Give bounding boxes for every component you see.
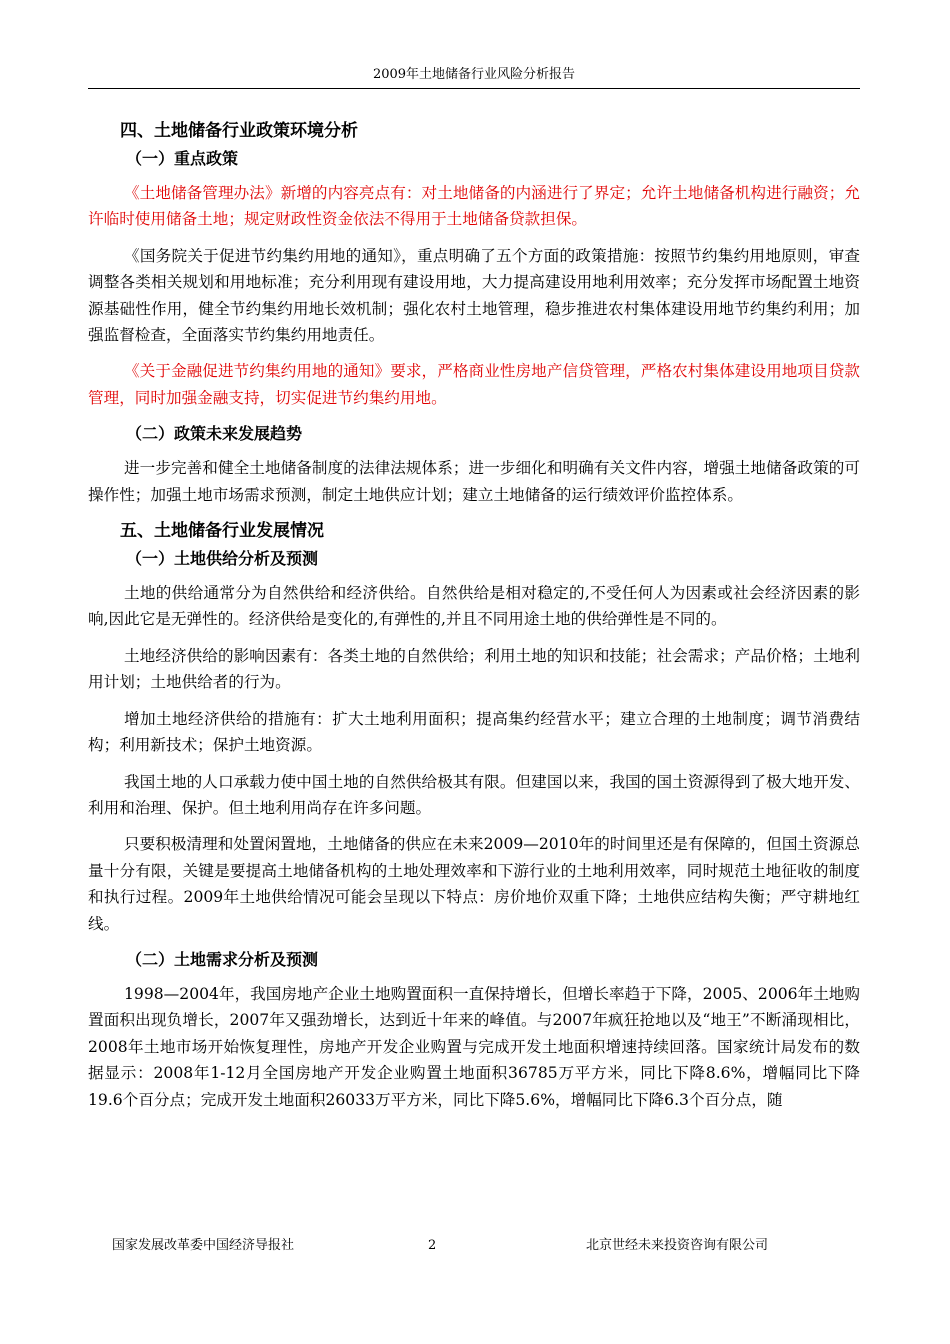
page-number: 2 — [428, 1238, 437, 1253]
footer-company: 北京世经未来投资咨询有限公司 — [585, 1238, 768, 1253]
running-header: 2009年土地储备行业风险分析报告 — [372, 67, 576, 82]
header-divider — [88, 88, 860, 89]
paragraph-supply-measures: 增加土地经济供给的措施有：扩大土地利用面积；提高集约经营水平；建立合理的土地制度；调节消费结构；利用新技术；保护土地资源。 — [88, 709, 860, 755]
page-footer — [88, 1236, 860, 1256]
paragraph-policy-trends: 进一步完善和健全土地储备制度的法律法规体系；进一步细化和明确有关文件内容，增强土地储备政策的可操作性；加强土地市场需求预测，制定土地供应计划；建立土地储备的运行绩效评价监控体系。 — [88, 459, 860, 504]
paragraph-state-council-notice: 《国务院关于促进节约集约用地的通知》，重点明确了五个方面的政策措施：按照节约集约用地原则，审查调整各类相关规划和用地标准；充分利用现有建设用地，大力提高建设用地利用效率；充分发挥市场配置土地资源基础性作用，健全节约集约用地长效机制；强化农村土地管理，稳步推进农村集体建设用地节约集约利用；加强监督检查，全面落实节约集约用地责任。 — [88, 246, 860, 345]
paragraph-land-reserve-regulation: 《土地储备管理办法》新增的内容亮点有：对土地储备的内涵进行了界定；允许土地储备机构进行融资；允许临时使用储备土地；规定财政性资金依法不得用于土地储备贷款担保。 — [88, 184, 860, 229]
paragraph-finance-notice: 《关于金融促进节约集约用地的通知》要求，严格商业性房地产信贷管理，严格农村集体建设用地项目贷款管理，同时加强金融支持，切实促进节约集约用地。 — [88, 362, 860, 407]
paragraph-demand-analysis: 1998—2004年，我国房地产企业土地购置面积一直保持增长，但增长率趋于下降，2005、2006年土地购置面积出现负增长，2007年又强劲增长，达到近十年来的峰值。与2007年疯狂抢地以及“地王”不断涌现相比，2008年土地市场开始恢复理性，房地产开发企业购置与完成开发土地面积增速持续回落。国家统计局发布的数据显示：2008年1-12月全国房地产开发企业购置土地面积36785万平方米，同比下降8.6%，增幅同比下降19.6个百分点；完成开发土地面积26033万平方米，同比下降5.6%，增幅同比下降6.3个百分点，随 — [88, 984, 860, 1109]
paragraph-supply-limits: 我国土地的人口承载力使中国土地的自然供给极其有限。但建国以来，我国的国土资源得到了极大地开发、利用和治理、保护。但土地利用尚存在许多问题。 — [88, 772, 860, 817]
page-body — [88, 118, 860, 1123]
paragraph-supply-factors: 土地经济供给的影响因素有：各类土地的自然供给；利用土地的知识和技能；社会需求；产品价格；土地利用计划；土地供给者的行为。 — [88, 646, 860, 692]
subsection-heading-policy-trends: （二）政策未来发展趋势 — [126, 424, 303, 444]
section-heading-4: 四、土地储备行业政策环境分析 — [120, 121, 358, 141]
paragraph-supply-outlook: 只要积极清理和处置闲置地，土地储备的供应在未来2009—2010年的时间里还是有保障的，但国土资源总量十分有限，关键是要提高土地储备机构的土地处理效率和下游行业的土地利用效率，同时规范土地征收的制度和执行过程。2009年土地供给情况可能会呈现以下特点：房价地价双重下降；土地供应结构失衡；严守耕地红线。 — [88, 835, 860, 933]
section-heading-5: 五、土地储备行业发展情况 — [120, 521, 324, 542]
subsection-heading-key-policies: （一）重点政策 — [126, 149, 239, 168]
footer-publisher: 国家发展改革委中国经济导报社 — [112, 1238, 295, 1253]
paragraph-supply-types: 土地的供给通常分为自然供给和经济供给。自然供给是相对稳定的,不受任何人为因素或社会经济因素的影响,因此它是无弹性的。经济供给是变化的,有弹性的,并且不同用途土地的供给弹性是不同的。 — [88, 584, 860, 629]
subsection-heading-land-supply: （一）土地供给分析及预测 — [126, 549, 319, 569]
subsection-heading-land-demand: （二）土地需求分析及预测 — [126, 949, 319, 969]
